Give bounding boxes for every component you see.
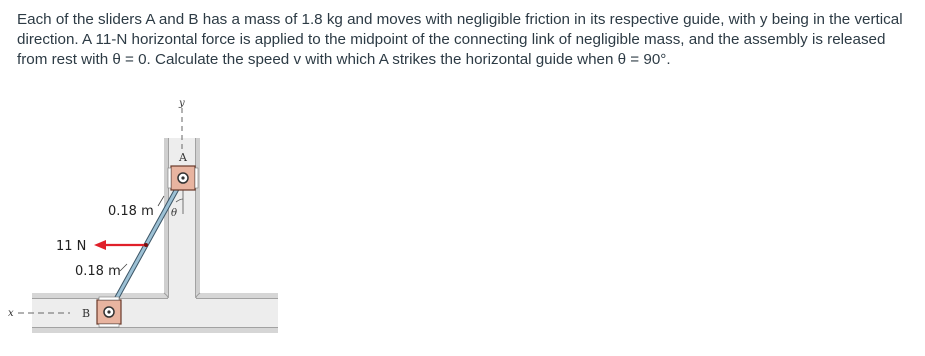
lower-length-label: 0.18 m: [75, 264, 121, 279]
problem-line-3: from rest with θ = 0. Calculate the speed v with which A strikes the horizontal guide when θ = 90°.: [17, 51, 671, 68]
y-axis-label: y: [179, 98, 185, 109]
problem-line-1: Each of the sliders A and B has a mass of 1.8 kg and moves with negligible friction in its respective guide, with y being in the vertical: [17, 11, 903, 28]
force-label: 11 N: [56, 239, 87, 254]
force-arrow: [94, 240, 148, 250]
lower-length-pointer: [120, 264, 127, 271]
slider-b-label: B: [82, 307, 91, 320]
mechanism-diagram: [0, 88, 300, 356]
slider-a-label: A: [179, 151, 187, 164]
x-axis-label: x: [8, 308, 14, 319]
theta-label: θ: [171, 208, 178, 219]
slider-a: [168, 166, 198, 190]
slider-b: [97, 297, 121, 327]
upper-length-pointer: [158, 196, 164, 206]
problem-line-2: direction. A 11-N horizontal force is applied to the midpoint of the connecting link of negligible mass, and the assembly is released: [17, 31, 886, 48]
upper-length-label: 0.18 m: [108, 204, 154, 219]
mechanism-figure: [0, 88, 300, 356]
problem-statement: [17, 10, 917, 70]
